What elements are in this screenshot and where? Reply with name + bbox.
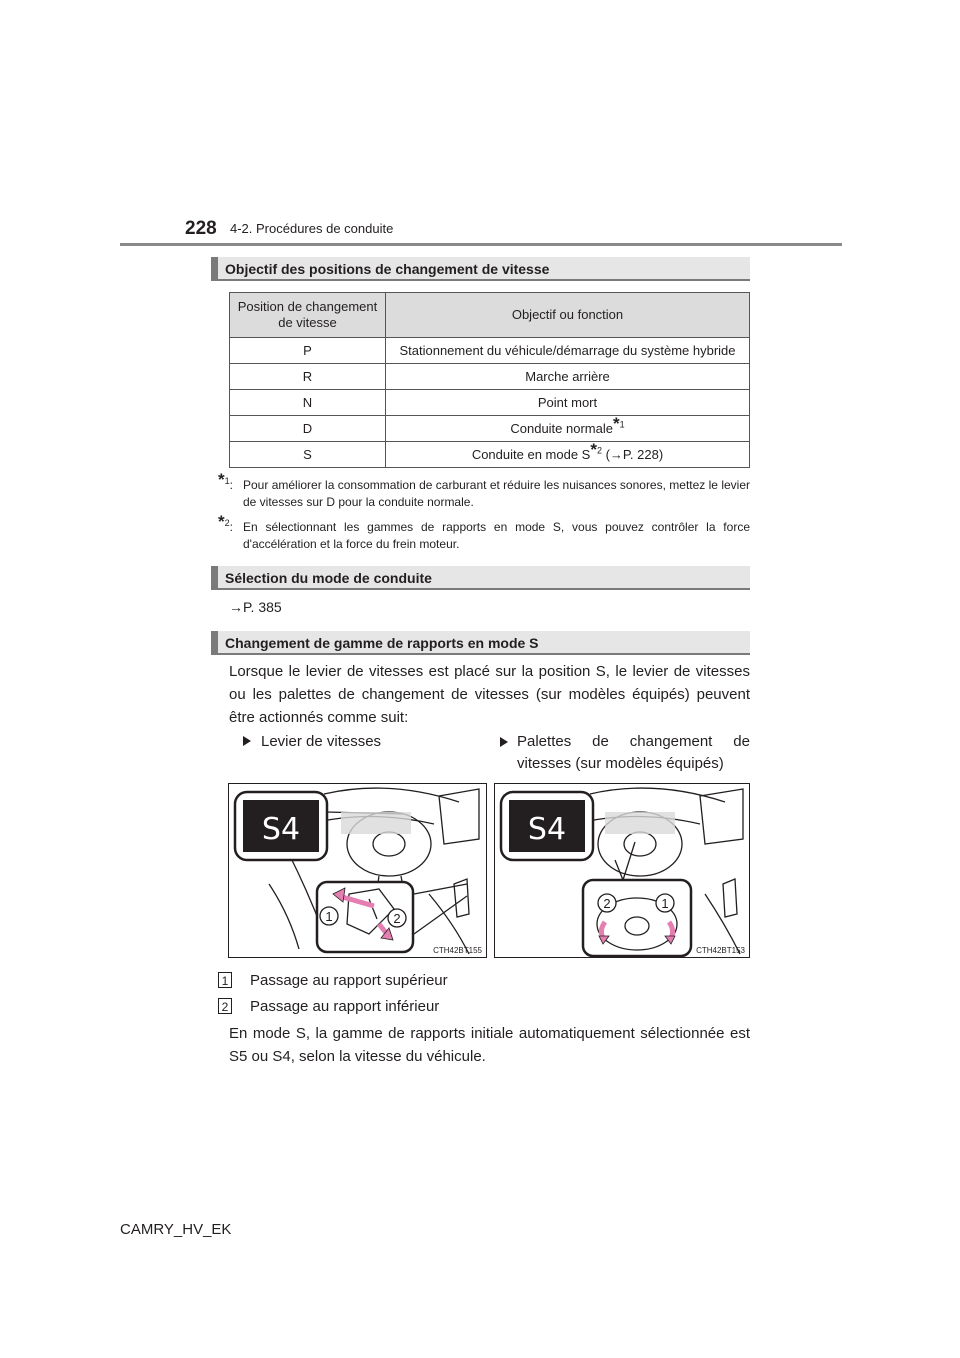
table-cell-position: R [230, 364, 386, 390]
legend-number-box: 2 [218, 998, 232, 1014]
bullet-triangle-icon [500, 737, 508, 747]
paddle-shifters-illustration [495, 784, 750, 958]
section-heading-text: Sélection du mode de conduite [225, 570, 432, 586]
figure-shift-lever [228, 783, 487, 958]
figure-code: CTH42BT153 [696, 946, 745, 955]
footnote-1: *$^1$: Pour améliorer la consommation de carburant et réduire les nuisances sonores, mettez le levier de vitesses sur D pour la conduite normale. [218, 470, 750, 509]
gear-display: S4 [261, 812, 301, 847]
table-cell-function: Conduite en mode S*$^2$ (→P. 228) [386, 442, 750, 468]
footnote-ref: 2 [596, 445, 602, 456]
table-cell-position: N [230, 390, 386, 416]
table-row [230, 364, 750, 390]
figure-code: CTH42BT155 [433, 946, 482, 955]
legend-item-upshift: 1 Passage au rapport supérieur [218, 972, 448, 989]
bullet-triangle-icon [243, 736, 251, 746]
table-header-row [230, 293, 750, 338]
table-cell-position: D [230, 416, 386, 442]
table-cell-position: S [230, 442, 386, 468]
table-header-position: Position de changement de vitesse [230, 293, 386, 338]
outro-paragraph: En mode S, la gamme de rapports initiale automatiquement sélectionnée est S5 ou S4, selon la vitesse du véhicule. [229, 1025, 750, 1065]
chapter-title: 4-2. Procédures de conduite [230, 221, 394, 236]
table-cell-function: Point mort [386, 390, 750, 416]
section-heading-shift-positions [211, 257, 750, 281]
figure-paddle-shifters [494, 783, 750, 958]
table-row [230, 416, 750, 442]
svg-text:2: 2 [393, 911, 401, 926]
table-row [230, 442, 750, 468]
footer-model-code: CAMRY_HV_EK [120, 1221, 232, 1238]
table-header-function: Objectif ou fonction [386, 293, 750, 338]
svg-text:1: 1 [325, 909, 333, 924]
table-cell-function: Marche arrière [386, 364, 750, 390]
section-heading-s-mode [211, 631, 750, 655]
legend-item-downshift: 2 Passage au rapport inférieur [218, 998, 439, 1015]
table-cell-position: P [230, 338, 386, 364]
legend-number-box: 1 [218, 972, 232, 988]
footnote-2: *$^2$: En sélectionnant les gammes de rapports en mode S, vous pouvez contrôler la force d'accélération et la force du frein moteur. [218, 512, 750, 551]
page-ref-link[interactable]: (→P. 228) [601, 447, 664, 462]
column-label-lever: Levier de vitesses [243, 731, 381, 753]
gear-display: S4 [527, 812, 567, 847]
footnote-ref: 1 [619, 419, 625, 430]
section-heading-drive-mode [211, 566, 750, 590]
table-row [230, 338, 750, 364]
page-number: 228 [185, 218, 217, 239]
table-cell-function: Stationnement du véhicule/démarrage du système hybride [386, 338, 750, 364]
column-label-paddles: Palettes de changement de vitesses (sur modèles équipés) [500, 731, 750, 775]
table-cell-function: Conduite normale*$^1$ [386, 416, 750, 442]
svg-text:2: 2 [603, 896, 611, 911]
shift-position-table [229, 292, 750, 468]
section-heading-bar [211, 257, 218, 279]
section-heading-bar [211, 566, 218, 588]
intro-paragraph: Lorsque le levier de vitesses est placé sur la position S, le levier de vitesses ou les palettes de changement de vitesses (sur modèles équipés) peuvent être actionnés comme suit: [229, 663, 750, 726]
section-heading-bar [211, 631, 218, 653]
page-ref-link[interactable]: →P. 385 [229, 599, 282, 615]
svg-text:1: 1 [661, 896, 669, 911]
section-heading-text: Objectif des positions de changement de vitesse [225, 261, 550, 277]
section-heading-text: Changement de gamme de rapports en mode S [225, 635, 539, 651]
shift-lever-illustration [229, 784, 487, 958]
header-rule [120, 243, 842, 246]
table-row [230, 390, 750, 416]
